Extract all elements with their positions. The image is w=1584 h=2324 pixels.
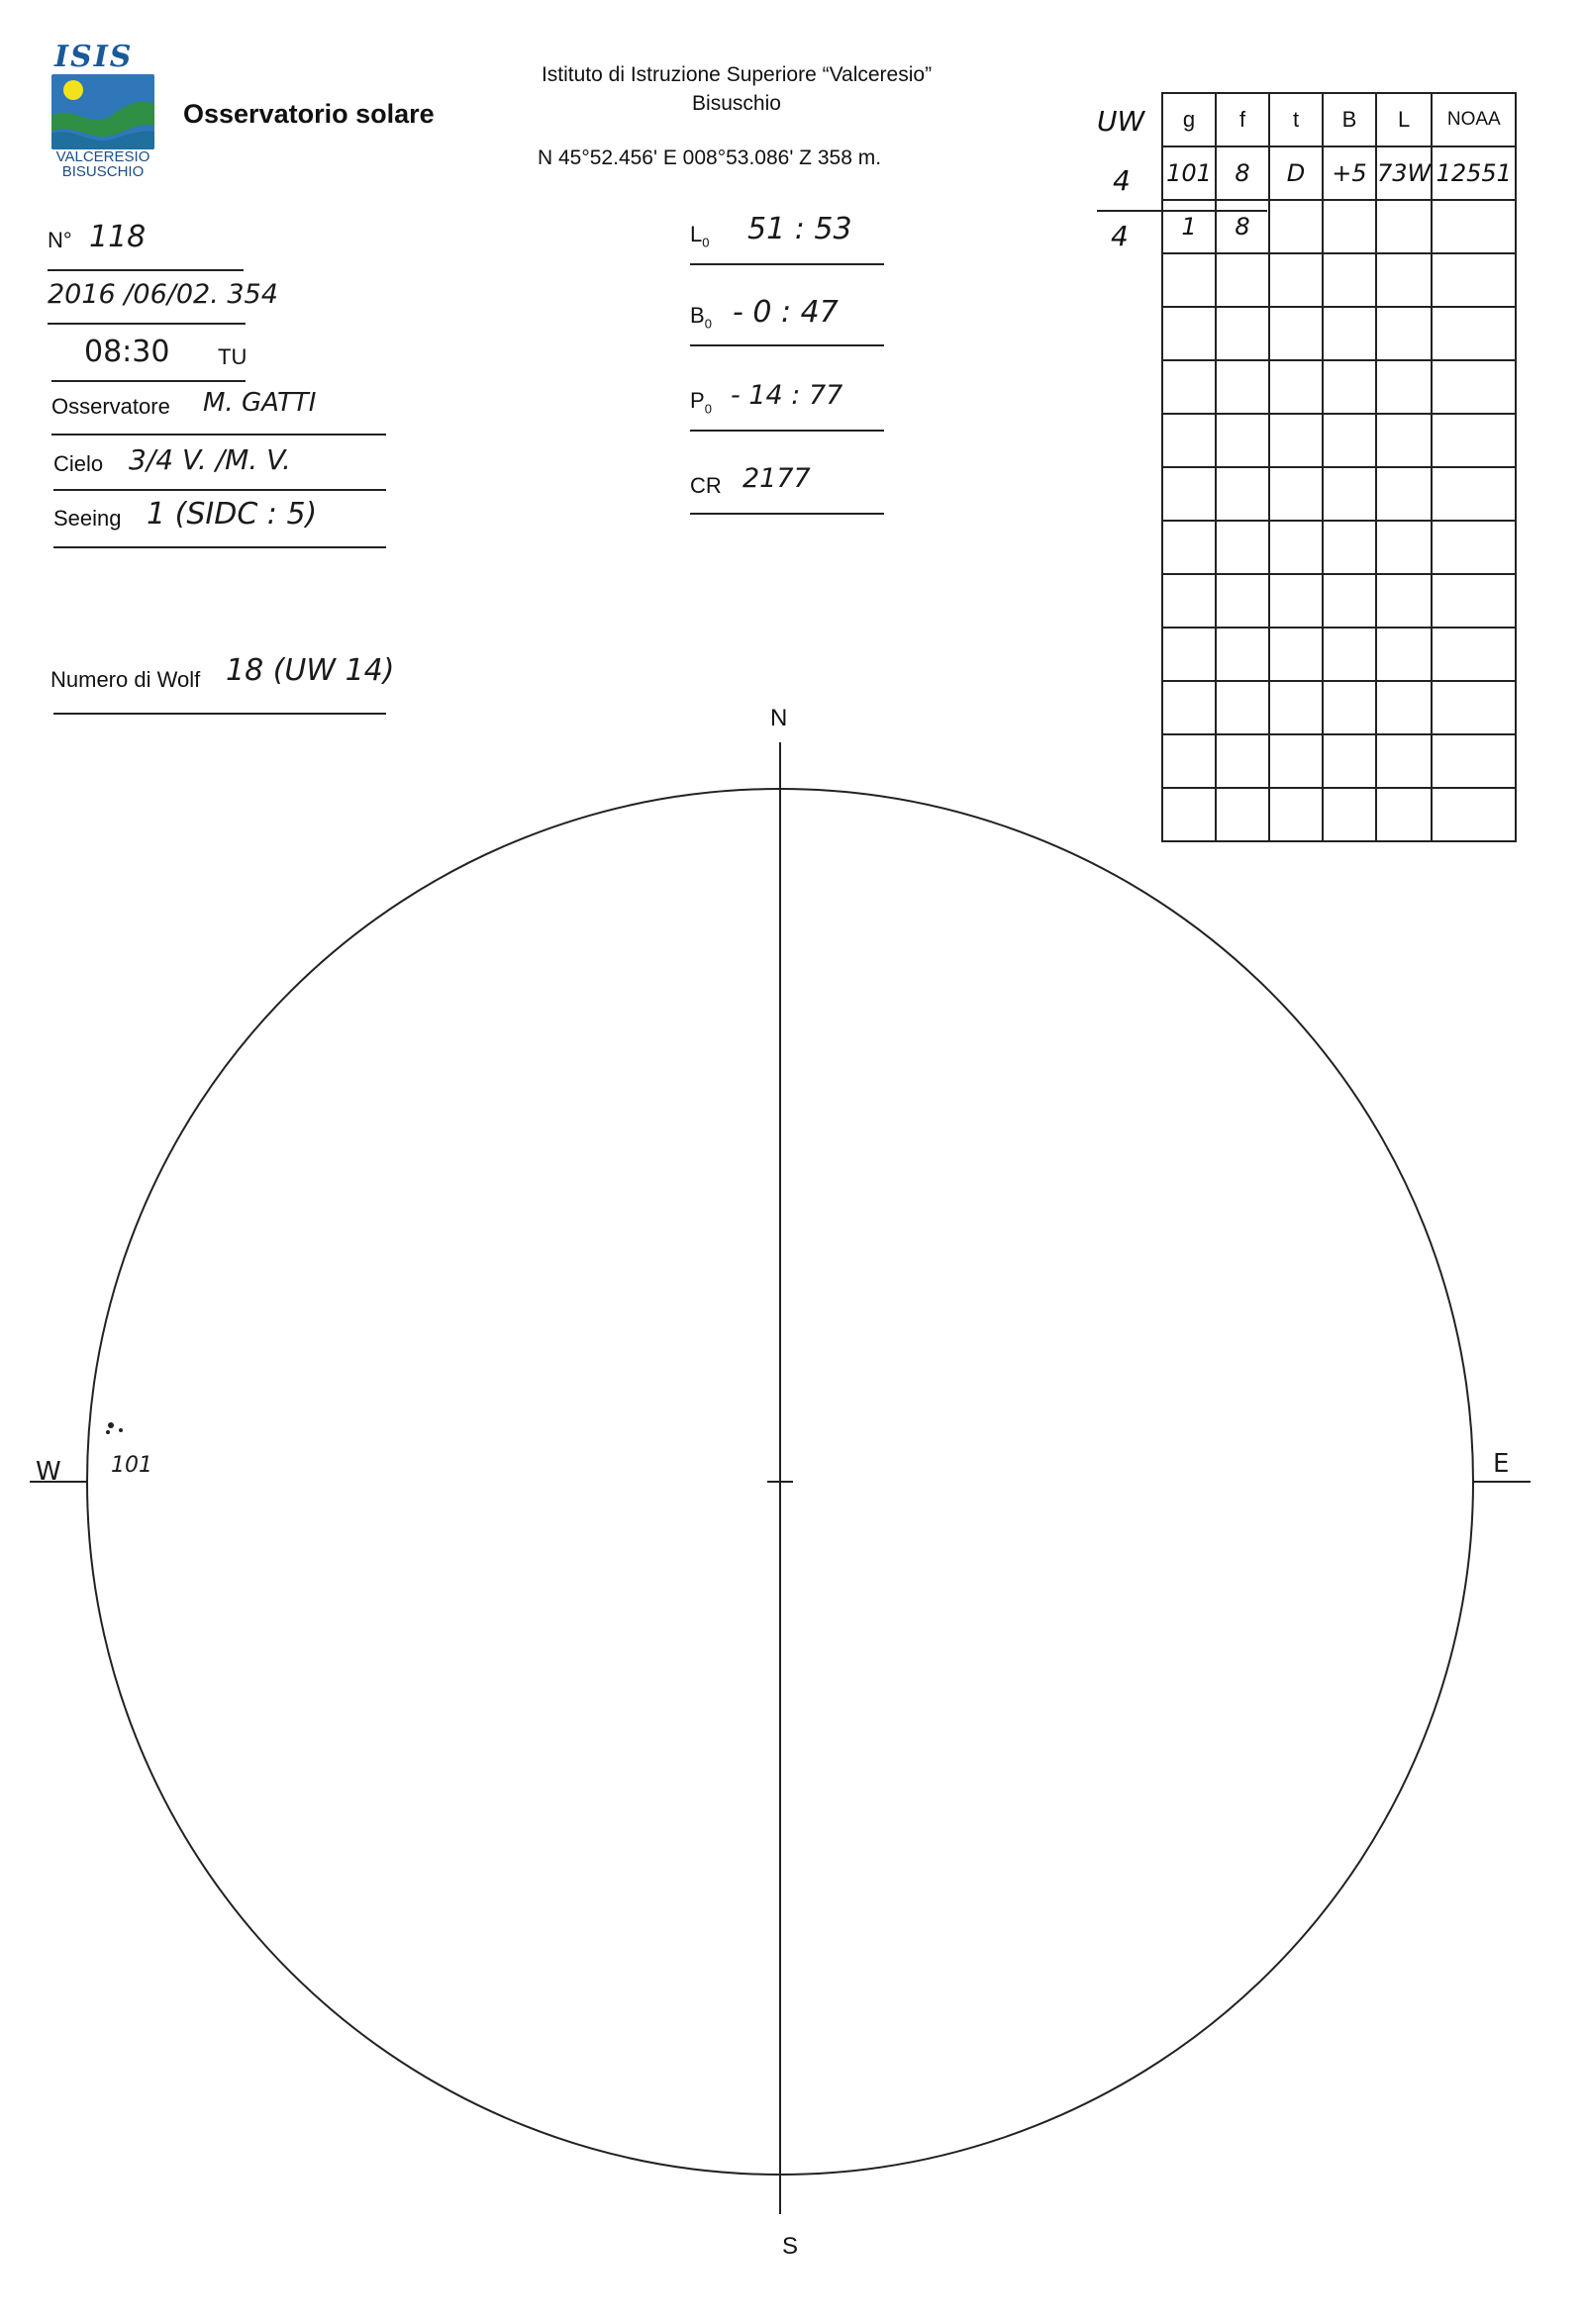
divider xyxy=(690,513,884,515)
east-label: E xyxy=(1493,1449,1510,1479)
column-header-b: B xyxy=(1323,93,1376,146)
divider xyxy=(51,434,386,436)
sunspot-groups-table xyxy=(1161,92,1517,842)
north-label: N xyxy=(770,705,788,731)
table-cell xyxy=(1432,467,1516,521)
empty-rows xyxy=(1162,253,1516,841)
table-row xyxy=(1162,146,1516,200)
observation-date: 2016 /06/02. 354 xyxy=(48,279,278,310)
l0-letter: L xyxy=(690,222,703,246)
table-cell xyxy=(1269,200,1323,253)
table-row xyxy=(1162,414,1516,467)
west-label: W xyxy=(36,1457,61,1487)
table-cell xyxy=(1376,307,1432,360)
divider xyxy=(690,344,884,346)
observatory-coordinates: N 45°52.456' E 008°53.086' Z 358 m. xyxy=(538,146,882,169)
table-cell xyxy=(1162,574,1216,628)
table-cell xyxy=(1432,414,1516,467)
table-cell xyxy=(1323,788,1376,841)
table-row xyxy=(1162,360,1516,414)
table-cell xyxy=(1432,253,1516,307)
column-header-l: L xyxy=(1376,93,1432,146)
table-cell xyxy=(1216,360,1269,414)
wolf-number-value: 18 (UW 14) xyxy=(226,653,395,688)
table-cell xyxy=(1162,307,1216,360)
table-cell xyxy=(1216,307,1269,360)
table-cell xyxy=(1216,521,1269,574)
table-cell xyxy=(1376,253,1432,307)
table-row xyxy=(1162,200,1516,253)
table-cell xyxy=(1432,360,1516,414)
solar-disk-outline xyxy=(87,789,1473,2175)
observation-time: 08:30 xyxy=(84,335,170,369)
table-cell xyxy=(1162,414,1216,467)
table-cell xyxy=(1323,467,1376,521)
carrington-rotation: 2177 xyxy=(742,463,811,494)
table-cell xyxy=(1216,628,1269,681)
divider xyxy=(53,546,386,548)
table-cell xyxy=(1162,521,1216,574)
table-cell xyxy=(1162,734,1216,788)
table-cell xyxy=(1432,574,1516,628)
table-cell xyxy=(1432,681,1516,734)
table-cell xyxy=(1162,681,1216,734)
b0-subscript: 0 xyxy=(704,316,712,332)
table-cell xyxy=(1323,253,1376,307)
sky-label: Cielo xyxy=(53,451,104,476)
divider xyxy=(48,323,246,325)
b0-letter: B xyxy=(690,303,705,328)
table-cell xyxy=(1432,307,1516,360)
table-cell xyxy=(1376,467,1432,521)
l0-label xyxy=(690,222,709,249)
table-row xyxy=(1162,734,1516,788)
table-cell xyxy=(1216,414,1269,467)
table-cell: 8 xyxy=(1216,200,1269,253)
table-cell xyxy=(1269,467,1323,521)
table-cell xyxy=(1323,307,1376,360)
table-header-row xyxy=(1162,93,1516,146)
table-row xyxy=(1162,467,1516,521)
logo-wordmark: ISIS xyxy=(54,40,134,74)
b0-label xyxy=(690,303,712,331)
table-cell: 12551 xyxy=(1432,146,1516,200)
table-cell: 101 xyxy=(1162,146,1216,200)
table-row xyxy=(1162,574,1516,628)
sunspot xyxy=(119,1428,123,1432)
uw-value-1: 4 xyxy=(1113,164,1131,197)
divider xyxy=(48,269,244,271)
table-cell: 1 xyxy=(1162,200,1216,253)
table-cell xyxy=(1376,360,1432,414)
logo-image xyxy=(51,74,154,149)
table-cell xyxy=(1162,467,1216,521)
column-header-t: t xyxy=(1269,93,1323,146)
column-header-noaa: NOAA xyxy=(1432,93,1516,146)
table-cell xyxy=(1323,681,1376,734)
table-cell xyxy=(1376,734,1432,788)
observer-name: M. GATTI xyxy=(203,388,317,418)
table-cell: D xyxy=(1269,146,1323,200)
observatory-title: Osservatorio solare xyxy=(183,99,435,129)
table-cell xyxy=(1216,788,1269,841)
table-cell xyxy=(1432,628,1516,681)
table-cell xyxy=(1269,360,1323,414)
wolf-number-label: Numero di Wolf xyxy=(50,667,201,692)
table-row xyxy=(1162,628,1516,681)
b0-value: - 0 : 47 xyxy=(733,295,839,330)
uw-header: UW xyxy=(1097,105,1145,138)
cr-label: CR xyxy=(690,473,722,498)
table-cell xyxy=(1323,200,1376,253)
divider xyxy=(51,380,246,382)
divider xyxy=(53,489,386,491)
seeing-value: 1 (SIDC : 5) xyxy=(147,497,318,532)
table-cell xyxy=(1269,521,1323,574)
table-cell xyxy=(1432,788,1516,841)
table-cell xyxy=(1376,521,1432,574)
table-row xyxy=(1162,253,1516,307)
table-row xyxy=(1162,307,1516,360)
sky-condition: 3/4 V. /M. V. xyxy=(129,443,291,476)
table-cell xyxy=(1162,788,1216,841)
table-cell xyxy=(1269,414,1323,467)
table-cell xyxy=(1216,253,1269,307)
table-cell: +5 xyxy=(1323,146,1376,200)
table-cell xyxy=(1323,734,1376,788)
table-cell xyxy=(1269,681,1323,734)
table-cell xyxy=(1269,734,1323,788)
divider xyxy=(690,430,884,432)
uw-value-2: 4 xyxy=(1111,220,1129,252)
table-cell xyxy=(1432,734,1516,788)
table-cell xyxy=(1323,360,1376,414)
table-cell xyxy=(1162,628,1216,681)
table-cell xyxy=(1376,574,1432,628)
table-row xyxy=(1162,681,1516,734)
table-cell xyxy=(1323,414,1376,467)
table-row xyxy=(1162,788,1516,841)
table-cell xyxy=(1376,414,1432,467)
p0-label xyxy=(690,388,712,416)
table-cell xyxy=(1269,574,1323,628)
institute-name: Istituto di Istruzione Superiore “Valceresio” xyxy=(541,63,933,86)
table-cell xyxy=(1216,734,1269,788)
table-cell xyxy=(1269,253,1323,307)
column-header-g: g xyxy=(1162,93,1216,146)
table-cell: 73W xyxy=(1376,146,1432,200)
observer-label: Osservatore xyxy=(51,394,170,419)
table-cell xyxy=(1376,200,1432,253)
time-unit-label: TU xyxy=(218,344,248,369)
table-cell xyxy=(1432,200,1516,253)
institute-town: Bisuschio xyxy=(692,92,781,115)
number-label: N° xyxy=(48,228,72,252)
p0-subscript: 0 xyxy=(704,401,712,417)
p0-value: - 14 : 77 xyxy=(731,380,843,411)
observation-number: 118 xyxy=(89,220,147,254)
l0-value: 51 : 53 xyxy=(747,212,852,246)
table-cell: 8 xyxy=(1216,146,1269,200)
table-cell xyxy=(1269,628,1323,681)
table-cell xyxy=(1216,467,1269,521)
table-cell xyxy=(1323,574,1376,628)
table-cell xyxy=(1269,788,1323,841)
table-cell xyxy=(1162,360,1216,414)
table-cell xyxy=(1216,681,1269,734)
sunspot-group-label: 101 xyxy=(111,1453,152,1478)
table-cell xyxy=(1269,307,1323,360)
table-cell xyxy=(1376,628,1432,681)
south-label: S xyxy=(782,2233,799,2260)
logo-subtitle-1: VALCERESIO xyxy=(55,148,150,165)
divider xyxy=(53,713,386,715)
table-cell xyxy=(1323,628,1376,681)
table-row xyxy=(1162,521,1516,574)
p0-letter: P xyxy=(690,388,705,413)
sunspot xyxy=(106,1430,110,1434)
table-cell xyxy=(1162,253,1216,307)
seeing-label: Seeing xyxy=(53,506,122,531)
sunspot xyxy=(108,1422,114,1428)
l0-subscript: 0 xyxy=(702,235,710,250)
table-cell xyxy=(1376,788,1432,841)
table-cell xyxy=(1376,681,1432,734)
table-cell xyxy=(1216,574,1269,628)
sunspot-group-101 xyxy=(106,1422,123,1434)
divider xyxy=(690,263,884,265)
column-header-f: f xyxy=(1216,93,1269,146)
table-cell xyxy=(1432,521,1516,574)
table-cell xyxy=(1323,521,1376,574)
logo-subtitle-2: BISUSCHIO xyxy=(61,163,145,180)
